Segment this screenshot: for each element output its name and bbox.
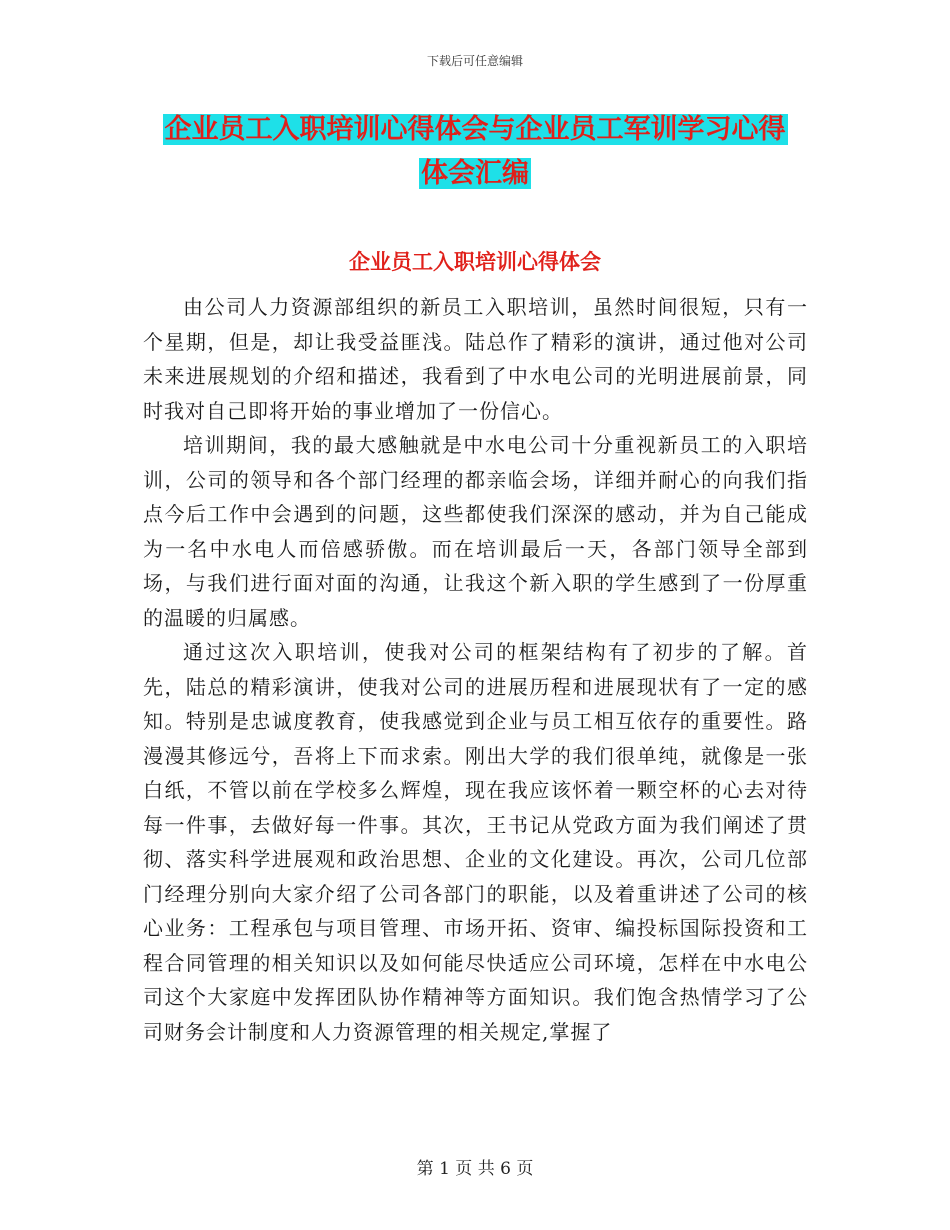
page-header: 下载后可任意编辑 <box>426 54 523 68</box>
document-body <box>143 290 808 1049</box>
page-footer: 第 1 页 共 6 页 <box>416 1159 534 1179</box>
title-line-1: 企业员工入职培训心得体会与企业员工军训学习心得 <box>164 114 786 145</box>
title-line-2: 体会汇编 <box>421 158 529 189</box>
section-title: 企业员工入职培训心得体会 <box>349 250 601 274</box>
document-title <box>140 108 810 196</box>
paragraph: 培训期间，我的最大感触就是中水电公司十分重视新员工的入职培训，公司的领导和各个部门经理的都亲临会场，详细并耐心的向我们指点今后工作中会遇到的问题，这些都使我们深深的感动，并为自己能成为一名中水电人而倍感骄傲。而在培训最后一天，各部门领导全部到场，与我们进行面对面的沟通，让我这个新入职的学生感到了一份厚重的温暖的归属感。 <box>143 433 808 630</box>
paragraph: 由公司人力资源部组织的新员工入职培训，虽然时间很短，只有一个星期，但是，却让我受益匪浅。陆总作了精彩的演讲，通过他对公司未来进展规划的介绍和描述，我看到了中水电公司的光明进展前景，同时我对自己即将开始的事业增加了一份信心。 <box>143 295 808 423</box>
paragraph: 通过这次入职培训，使我对公司的框架结构有了初步的了解。首先，陆总的精彩演讲，使我对公司的进展历程和进展现状有了一定的感知。特别是忠诚度教育，使我感觉到企业与员工相互依存的重要性。路漫漫其修远兮，吾将上下而求索。刚出大学的我们很单纯，就像是一张白纸，不管以前在学校多么辉煌，现在我应该怀着一颗空杯的心去对待每一件事，去做好每一件事。其次，王书记从党政方面为我们阐述了贯彻、落实科学进展观和政治思想、企业的文化建设。再次，公司几位部门经理分别向大家介绍了公司各部门的职能，以及着重讲述了公司的核心业务：工程承包与项目管理、市场开拓、资审、编投标国际投资和工程合同管理的相关知识以及如何能尽快适应公司环境，怎样在中水电公司这个大家庭中发挥团队协作精神等方面知识。我们饱含热情学习了公司财务会计制度和人力资源管理的相关规定,掌握了 <box>143 640 808 1044</box>
